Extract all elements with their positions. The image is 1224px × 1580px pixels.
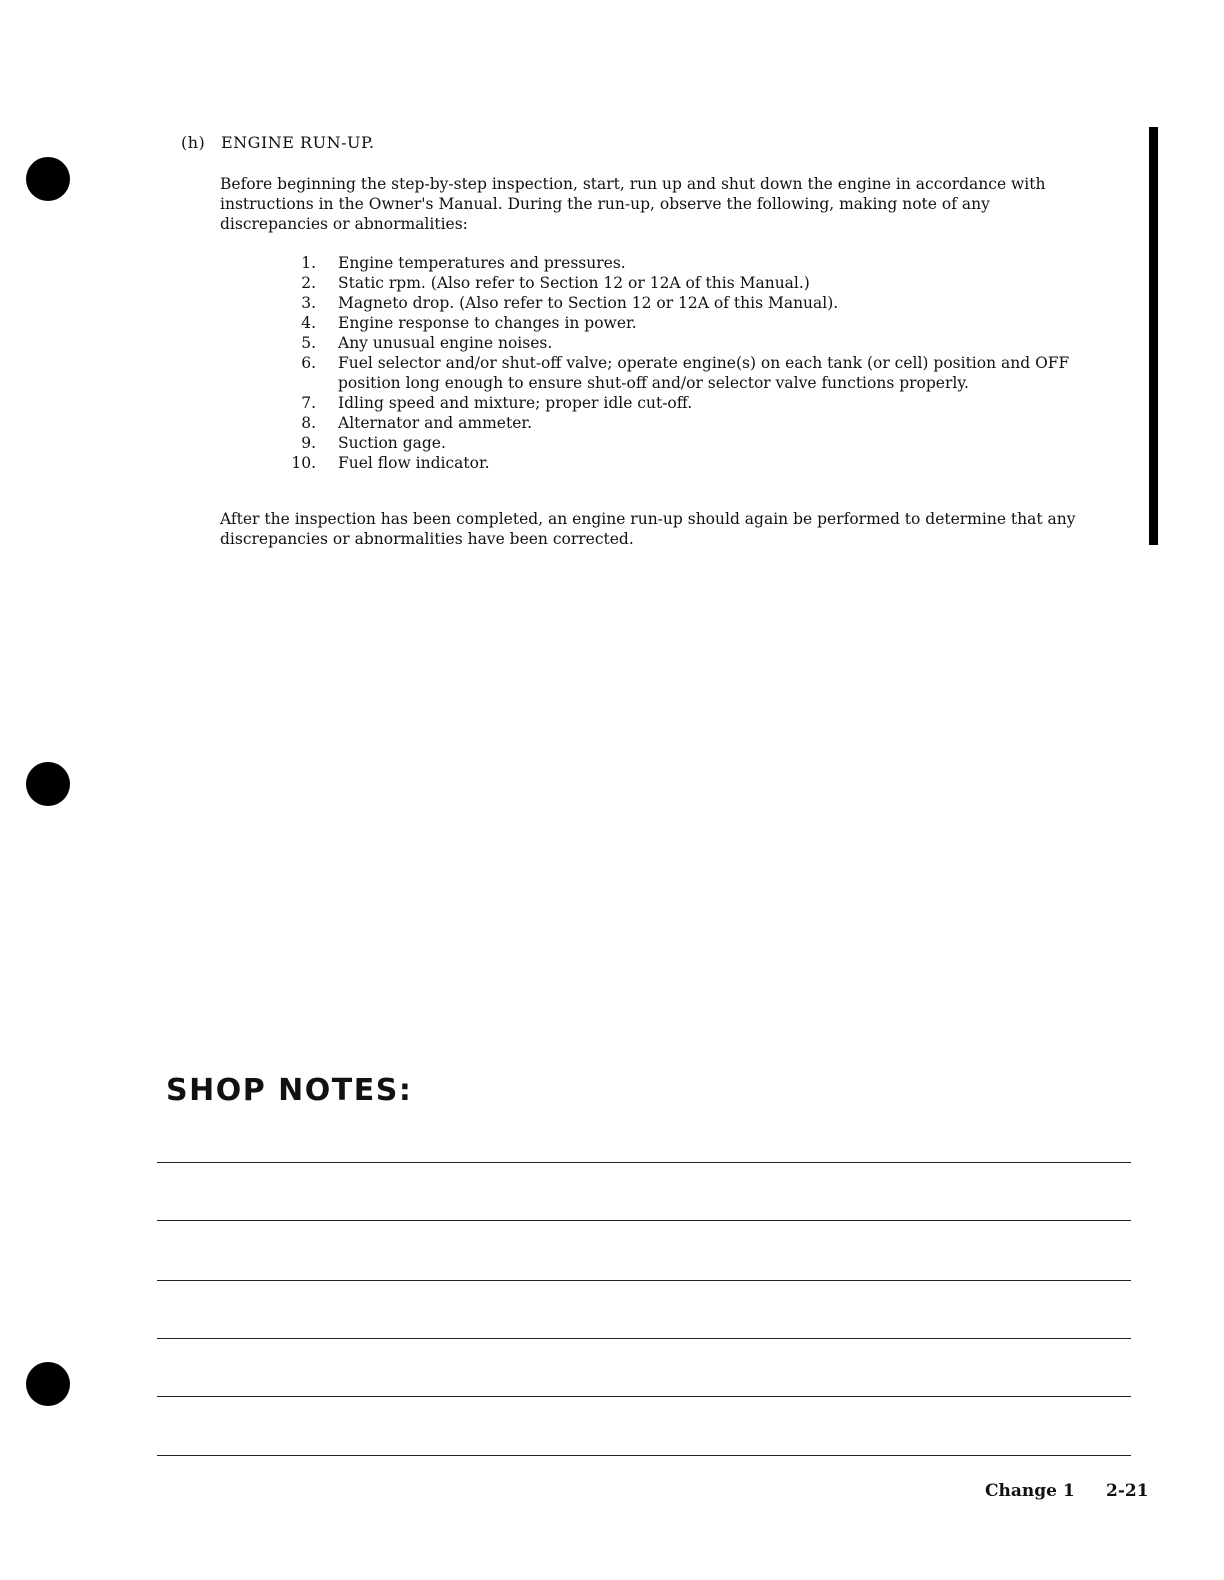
shop-notes-line <box>157 1455 1131 1456</box>
binder-hole <box>26 762 70 806</box>
step-number: 1. <box>301 254 316 272</box>
step-number: 8. <box>301 414 316 432</box>
shop-notes-line <box>157 1396 1131 1397</box>
step-number: 5. <box>301 334 316 352</box>
step-text: Idling speed and mixture; proper idle cut-off. <box>338 394 693 412</box>
section-label: (h) <box>181 133 206 152</box>
step-text: Magneto drop. (Also refer to Section 12 or 12A of this Manual). <box>338 294 839 312</box>
section-heading <box>181 133 375 152</box>
step-number: 9. <box>301 434 316 452</box>
step-text: Any unusual engine noises. <box>338 334 553 352</box>
intro-paragraph: Before beginning the step-by-step inspection, start, run up and shut down the engine in accordance with instructions in the Owner's Manual. During the run-up, observe the following, making note of any discrepancies or abnormalities: <box>220 175 1046 233</box>
shop-notes-line <box>157 1162 1131 1163</box>
step-text: Alternator and ammeter. <box>338 414 532 432</box>
shop-notes-line <box>157 1220 1131 1221</box>
step-number: 4. <box>301 314 316 332</box>
step-text: Engine temperatures and pressures. <box>338 254 626 272</box>
list-item <box>280 353 1100 393</box>
list-item <box>280 293 1100 313</box>
step-text: Fuel flow indicator. <box>338 454 490 472</box>
step-number: 3. <box>301 294 316 312</box>
closing-paragraph: After the inspection has been completed, an engine run-up should again be performed to determine that any discrepancies or abnormalities have been corrected. <box>220 510 1076 548</box>
section-title: ENGINE RUN-UP. <box>221 133 375 152</box>
list-item <box>280 413 1100 433</box>
list-item <box>280 313 1100 333</box>
list-item <box>280 273 1100 293</box>
step-number: 10. <box>291 454 316 472</box>
list-item <box>280 333 1100 353</box>
step-text: Suction gage. <box>338 434 446 452</box>
step-text: Fuel selector and/or shut-off valve; operate engine(s) on each tank (or cell) position and OFF position long enough to ensure shut-off and/or selector valve functions properly. <box>338 354 1070 392</box>
step-number: 7. <box>301 394 316 412</box>
change-number: Change 1 <box>985 1481 1075 1501</box>
step-text: Engine response to changes in power. <box>338 314 637 332</box>
list-item <box>280 253 1100 273</box>
change-bar <box>1149 127 1158 545</box>
step-number: 6. <box>301 354 316 372</box>
step-text: Static rpm. (Also refer to Section 12 or 12A of this Manual.) <box>338 274 810 292</box>
binder-hole <box>26 1362 70 1406</box>
list-item <box>280 453 1100 473</box>
binder-hole <box>26 157 70 201</box>
page-number: 2-21 <box>1106 1481 1149 1501</box>
shop-notes-heading: SHOP NOTES: <box>166 1073 413 1108</box>
shop-notes-line <box>157 1338 1131 1339</box>
list-item <box>280 433 1100 453</box>
step-number: 2. <box>301 274 316 292</box>
shop-notes-line <box>157 1280 1131 1281</box>
list-item <box>280 393 1100 413</box>
inspection-steps-list <box>280 253 1100 473</box>
